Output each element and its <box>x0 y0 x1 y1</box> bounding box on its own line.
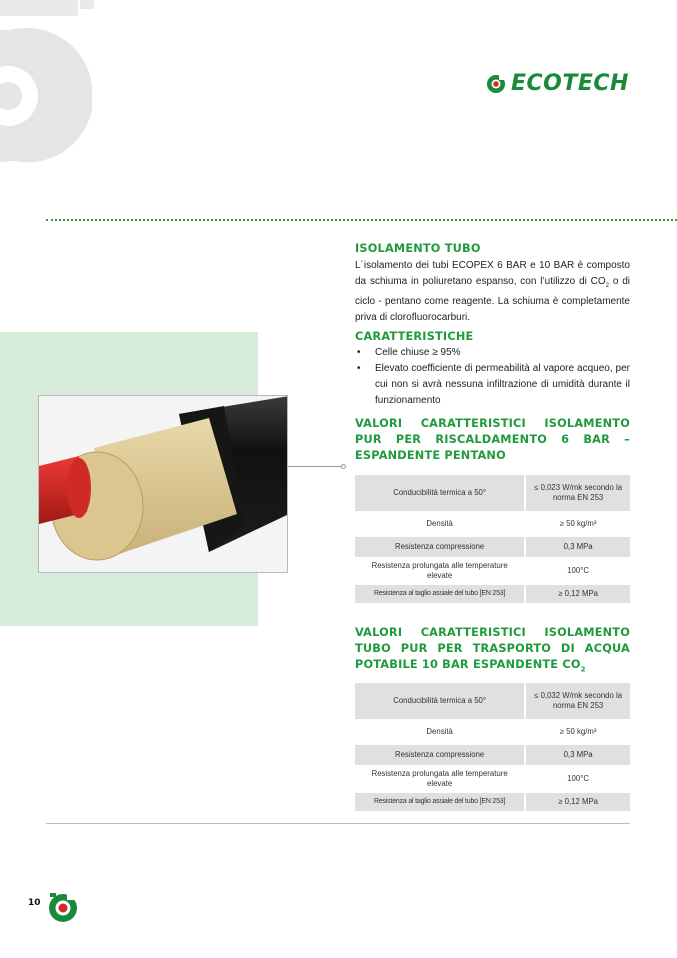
table-cell-value: ≥ 0,12 MPa <box>524 793 630 811</box>
page-number: 10 <box>28 898 41 908</box>
callout-line <box>288 466 343 467</box>
table-cell-label: Densità <box>355 721 524 743</box>
section-isolamento <box>355 241 630 326</box>
table-cell-value: ≤ 0,023 W/mk secondo la norma EN 253 <box>524 475 630 511</box>
table-cell-value: 100°C <box>524 767 630 791</box>
pipe-insulation-photo <box>38 395 288 573</box>
brand-logo <box>486 70 631 98</box>
heading-table-10bar-subscript: 2 <box>580 665 586 674</box>
table-cell-value: 100°C <box>524 559 630 583</box>
table-row <box>355 513 630 535</box>
heading-table-6bar: VALORI CARATTERISTICI ISOLAMENTO PUR PER RISCALDAMENTO 6 BAR – ESPANDENTE PENTANO <box>355 417 630 462</box>
table-cell-label: Resistenza prolungata alle temperature elevate <box>355 559 524 583</box>
table-cell-label: Resistenza al taglio assiale del tubo [EN 253] <box>355 793 524 811</box>
list-item: • Celle chiuse ≥ 95% <box>355 345 630 361</box>
corner-decoration <box>0 0 100 165</box>
footer-divider <box>46 823 630 824</box>
list-item: • Elevato coefficiente di permeabilità al vapore acqueo, per cui non si avrà nessuna infiltrazione di umidità durante il funzionamento <box>355 361 630 409</box>
table-row <box>355 475 630 511</box>
heading-table-10bar <box>355 625 630 677</box>
table-cell-label: Conducibilità termica a 50° <box>355 683 524 719</box>
section-caratteristiche <box>355 329 630 409</box>
table-row <box>355 745 630 765</box>
section-table-10bar <box>355 625 630 677</box>
logo-mark-icon <box>486 74 506 94</box>
table-row <box>355 793 630 811</box>
brand-mark-icon <box>47 891 79 923</box>
table-cell-label: Resistenza al taglio assiale del tubo [EN 253] <box>355 585 524 603</box>
paragraph-isolamento-subscript: 2 <box>605 283 610 289</box>
table-cell-value: ≥ 50 kg/m³ <box>524 513 630 535</box>
table-6bar <box>355 473 630 605</box>
table-cell-label: Resistenza compressione <box>355 537 524 557</box>
table-10bar <box>355 681 630 813</box>
table-row <box>355 683 630 719</box>
paragraph-isolamento-part2: o di ciclo - pentano come reagente. La schiuma è completamente priva di clorofluorocarburi. <box>355 276 630 323</box>
table-row <box>355 721 630 743</box>
table-cell-label: Densità <box>355 513 524 535</box>
table-cell-value: ≥ 50 kg/m³ <box>524 721 630 743</box>
heading-isolamento: ISOLAMENTO TUBO <box>355 242 481 255</box>
logo-wordmark: ECOTECH <box>511 71 629 96</box>
table-cell-value: ≥ 0,12 MPa <box>524 585 630 603</box>
table-cell-value: 0,3 MPa <box>524 537 630 557</box>
table-row <box>355 767 630 791</box>
table-cell-label: Resistenza compressione <box>355 745 524 765</box>
table-row <box>355 537 630 557</box>
section-divider <box>46 219 677 221</box>
heading-caratteristiche: CARATTERISTICHE <box>355 330 474 343</box>
table-cell-value: ≤ 0,032 W/mk secondo la norma EN 253 <box>524 683 630 719</box>
paragraph-isolamento <box>355 258 630 326</box>
callout-dot <box>341 464 346 469</box>
table-cell-label: Resistenza prolungata alle temperature elevate <box>355 767 524 791</box>
table-cell-value: 0,3 MPa <box>524 745 630 765</box>
heading-table-10bar-text: VALORI CARATTERISTICI ISOLAMENTO TUBO PUR PER TRASPORTO DI ACQUA POTABILE 10 BAR ESPANDENTE CO <box>355 626 630 671</box>
caratteristiche-list <box>355 345 630 409</box>
table-cell-label: Conducibilità termica a 50° <box>355 475 524 511</box>
table-row <box>355 559 630 583</box>
table-row <box>355 585 630 603</box>
section-table-6bar <box>355 416 630 464</box>
paragraph-isolamento-part1: L´isolamento dei tubi ECOPEX 6 BAR e 10 BAR è composto da schiuma in poliuretano espanso, con l’utilizzo di CO <box>355 260 630 287</box>
